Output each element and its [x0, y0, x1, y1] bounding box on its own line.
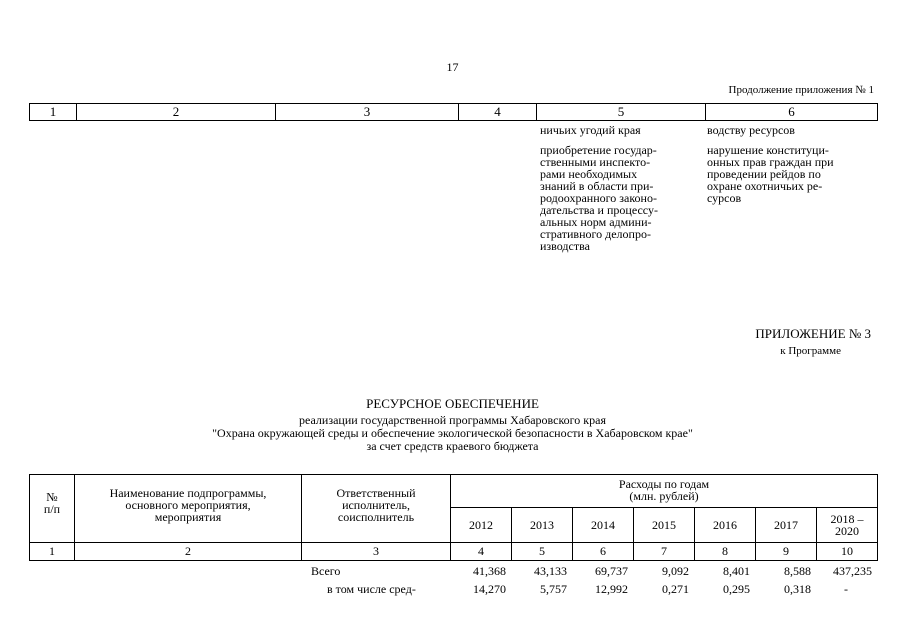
continuation-label: Продолжение приложения № 1: [728, 84, 874, 96]
index-cell: 3: [302, 543, 451, 561]
row-label: Всего: [311, 564, 341, 578]
year-header: 2018 – 2020: [817, 508, 878, 543]
year-header: 2014: [573, 508, 634, 543]
row-value: 9,092: [662, 564, 689, 578]
resource-subtitle-line: за счет средств краевого бюджета: [366, 439, 539, 453]
text-line: стративного делопро-: [540, 227, 651, 241]
row-value: 0,318: [784, 582, 811, 596]
text-line: изводства: [540, 239, 590, 253]
index-cell: 7: [634, 543, 695, 561]
year-header: 2012: [451, 508, 512, 543]
row-value: 69,737: [595, 564, 628, 578]
row-value: -: [844, 582, 848, 596]
text-line: родоохранного законо-: [540, 191, 657, 205]
index-cell: 4: [451, 543, 512, 561]
text-line: охране охотничьих ре-: [707, 179, 823, 193]
table-row: [29, 582, 877, 600]
page-number: 17: [446, 60, 459, 74]
year-header: 2015: [634, 508, 695, 543]
text-line: проведении рейдов по: [707, 167, 821, 181]
resource-subtitle: [0, 414, 905, 453]
resource-subtitle-line: "Охрана окружающей среды и обеспечение экологической безопасности в Хабаровском крае": [212, 426, 693, 440]
row-value: 43,133: [534, 564, 567, 578]
text-line: знаний в области при-: [540, 179, 654, 193]
text-line: ственными инспекто-: [540, 155, 651, 169]
row-value: 12,992: [595, 582, 628, 596]
table-body: [29, 564, 877, 600]
text-line: приобретение государ-: [540, 143, 657, 157]
text-line: нарушение конституци-: [707, 143, 829, 157]
index-cell: 10: [817, 543, 878, 561]
year-header: 2016: [695, 508, 756, 543]
col-header-2: 2: [77, 104, 276, 121]
appendix-title: ПРИЛОЖЕНИЕ № 3: [755, 326, 871, 341]
index-cell: 9: [756, 543, 817, 561]
col-header-5: 5: [537, 104, 706, 121]
row-value: 437,235: [833, 564, 872, 578]
year-header: 2013: [512, 508, 573, 543]
index-cell: 6: [573, 543, 634, 561]
row-value: 8,401: [723, 564, 750, 578]
col-header-3: 3: [276, 104, 459, 121]
row-value: 41,368: [473, 564, 506, 578]
index-cell: 8: [695, 543, 756, 561]
row-label: в том числе сред-: [327, 582, 416, 596]
col-number-header: № п/п: [30, 475, 75, 543]
appendix-subtitle: к Программе: [780, 345, 841, 357]
row-value: 8,588: [784, 564, 811, 578]
table-row: [29, 564, 877, 582]
row-value: 0,295: [723, 582, 750, 596]
resource-title: РЕСУРСНОЕ ОБЕСПЕЧЕНИЕ: [366, 396, 539, 411]
col-header-6: 6: [706, 104, 878, 121]
index-cell: 1: [30, 543, 75, 561]
resource-subtitle-line: реализации государственной программы Хабаровского края: [299, 413, 606, 427]
col-header-1: 1: [30, 104, 77, 121]
row-value: 0,271: [662, 582, 689, 596]
text-line: онных прав граждан при: [707, 155, 834, 169]
continued-table-header: [29, 103, 878, 121]
text-line: дательства и процессу-: [540, 203, 658, 217]
column-6-text: [707, 124, 875, 204]
col-name-header: Наименование подпрограммы, основного мероприятия, мероприятия: [75, 475, 302, 543]
text-line: альных норм админи-: [540, 215, 652, 229]
resource-table: [29, 474, 878, 561]
col-header-4: 4: [459, 104, 537, 121]
year-header: 2017: [756, 508, 817, 543]
index-cell: 5: [512, 543, 573, 561]
col-executor-header: Ответственный исполнитель, соисполнитель: [302, 475, 451, 543]
col-expenses-header: Расходы по годам (млн. рублей): [451, 475, 878, 508]
text-line: сурсов: [707, 191, 742, 205]
text-line: рами необходимых: [540, 167, 638, 181]
column-5-text: [540, 124, 700, 252]
text-line: водству ресурсов: [707, 123, 795, 137]
text-line: ничьих угодий края: [540, 123, 641, 137]
index-cell: 2: [75, 543, 302, 561]
row-value: 14,270: [473, 582, 506, 596]
row-value: 5,757: [540, 582, 567, 596]
